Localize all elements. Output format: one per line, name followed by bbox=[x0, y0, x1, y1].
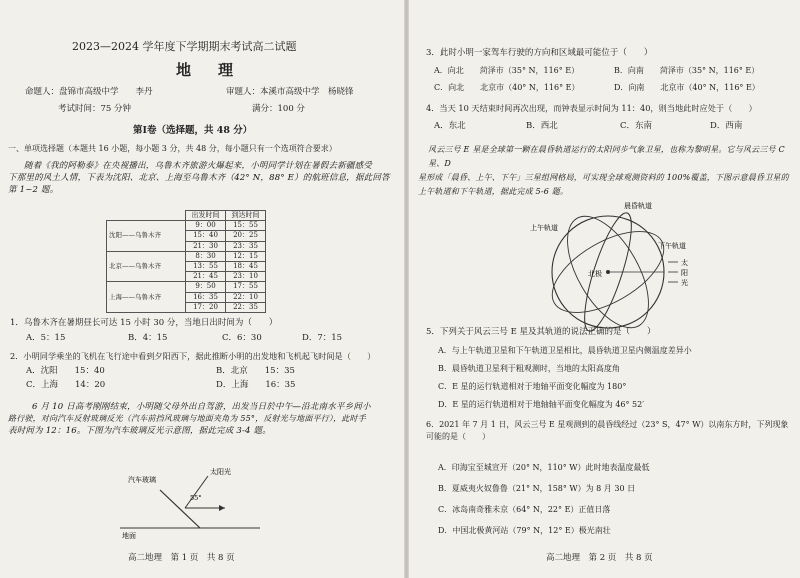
q1-option-b: B．4：15 bbox=[128, 333, 168, 343]
passage-2-line: 6 月 10 日高考刚刚结束，小明随父母外出自驾游，出发当日於中午—沿北南水平乡间小 bbox=[32, 402, 371, 412]
glass-reflection-diagram bbox=[120, 470, 260, 540]
q2-option-d: D．上海 16：35 bbox=[216, 380, 296, 390]
q3-option-b: B．向南 菏泽市（35° N，116° E） bbox=[614, 66, 760, 75]
passage-3 bbox=[418, 143, 798, 199]
question-2: 2．小明同学乘坐的飞机在飞行途中看到夕阳西下，据此推断小明的出发地和飞机起飞时间是（ ） bbox=[10, 351, 376, 361]
full-score: 满分：100 分 bbox=[252, 104, 305, 114]
fig2-label-dawn-dusk: 晨昏轨道 bbox=[624, 202, 652, 210]
q4-option-d: D．西南 bbox=[710, 121, 743, 131]
route-label: 沈阳——乌鲁木齐 bbox=[107, 221, 186, 252]
table-header-row bbox=[107, 211, 266, 221]
fig1-label-angle: 55° bbox=[190, 494, 202, 502]
page-2 bbox=[408, 0, 800, 578]
question-6: 6．2021 年 7 月 1 日，风云三号 E 星观测到的晨昏线经过（23° S，47° W）以南东方时，下列现象可能的是（ ） bbox=[426, 420, 789, 441]
q6-option-b: B．夏威夷火奴鲁鲁（21° N，158° W）为 8 月 30 日 bbox=[438, 484, 636, 493]
route-label: 上海——乌鲁木齐 bbox=[107, 282, 186, 313]
question-4: 4．当天 10 天结束时间再次出现，而钟表显示时间为 11：40，则当地此时应处于（ ） bbox=[426, 103, 757, 113]
fig2-label-sun-3: 光 bbox=[681, 279, 688, 287]
table-cell: 13：55 bbox=[186, 261, 226, 271]
q3-option-a: A．向北 菏泽市（35° N，116° E） bbox=[434, 66, 580, 75]
fig2-label-morning: 上午轨道 bbox=[530, 224, 558, 232]
passage-2 bbox=[8, 401, 400, 437]
route-label: 北京——乌鲁木齐 bbox=[107, 251, 186, 282]
table-cell: 9：00 bbox=[186, 221, 226, 231]
passage-2-line: 表时间为 12：16。下图为汽车玻璃反光示意图，据此完成 3-4 题。 bbox=[8, 426, 271, 436]
table-cell: 20：25 bbox=[226, 231, 266, 241]
instructions: 一、单项选择题（本题共 16 小题，每小题 3 分，共 48 分，每小题只有一个选项符合要求） bbox=[8, 144, 337, 153]
table-cell: 21：30 bbox=[186, 241, 226, 251]
question-1: 1．乌鲁木齐在暑期昼长可达 15 小时 30 分，当地日出时间为（ ） bbox=[10, 318, 278, 328]
fig2-label-sun-1: 太 bbox=[681, 259, 688, 267]
table-cell: 12：15 bbox=[226, 251, 266, 261]
table-cell: 23：35 bbox=[226, 241, 266, 251]
table-cell: 9：50 bbox=[186, 282, 226, 292]
reviewer: 审题人：本溪市高级中学 杨晓锋 bbox=[226, 87, 354, 97]
reflected-arrow bbox=[219, 505, 225, 511]
exam-title: 2023—2024 学年度下学期期末考试高二试题 bbox=[72, 40, 297, 53]
north-pole-dot bbox=[606, 270, 610, 274]
q4-option-b: B．西北 bbox=[526, 121, 558, 131]
setter: 命题人：盘锦市高级中学 李丹 bbox=[25, 87, 153, 97]
q5-option-c: C．E 星的运行轨道相对于地轴平面变化幅度为 180° bbox=[438, 382, 627, 391]
subject-title: 地 理 bbox=[176, 61, 240, 79]
q4-option-c: C．东南 bbox=[620, 121, 653, 131]
table-cell: 22：10 bbox=[226, 292, 266, 302]
q2-option-a: A．沈阳 15：40 bbox=[26, 366, 105, 376]
flight-table bbox=[106, 210, 266, 313]
table-cell: 21：45 bbox=[186, 272, 226, 282]
passage-3-line: 风云三号 E 星是全球第一颗在晨昏轨道运行的太阳同步气象卫星，也称为黎明星。它与风云三号 C 星、D bbox=[428, 145, 785, 168]
exam-time: 考试时间：75 分钟 bbox=[58, 104, 132, 114]
table-cell: 17：20 bbox=[186, 302, 226, 312]
table-cell: 18：45 bbox=[226, 261, 266, 271]
table-cell: 8：30 bbox=[186, 251, 226, 261]
q5-option-a: A．与上午轨道卫星和下午轨道卫星相比，晨昏轨道卫星内侧温度差异小 bbox=[438, 346, 692, 355]
table-cell: 15：40 bbox=[186, 231, 226, 241]
q1-option-d: D．7：15 bbox=[302, 333, 343, 343]
q1-option-c: C．6：30 bbox=[222, 333, 262, 343]
q6-option-a: A．印海宝至城宣开（20° N，110° W）此时地表温度最低 bbox=[438, 463, 650, 472]
satellite-orbit-diagram bbox=[528, 200, 708, 320]
passage-3-line: 星形成「晨昏、上午、下午」三星组网格局，可实现全球观测资料的 100%覆盖，下图示意晨昏卫星的 bbox=[418, 173, 789, 182]
table-header: 到达时间 bbox=[226, 211, 266, 221]
passage-1-line: 第 1~2 题。 bbox=[8, 185, 59, 195]
fig1-label-ground: 地面 bbox=[122, 532, 136, 540]
passage-2-line: 路行驶，对向汽车反射玻璃反光（汽车前挡风玻璃与地面夹角为 55°，反射光与地面平行），此时手 bbox=[8, 414, 366, 423]
table-header: 出发时间 bbox=[186, 211, 226, 221]
q6-option-d: D．中国北极黄河站（79° N，12° E）极光南壮 bbox=[438, 526, 611, 535]
q3-option-c: C．向北 北京市（40° N，116° E） bbox=[434, 83, 580, 92]
table-cell: 16：35 bbox=[186, 292, 226, 302]
table-row bbox=[107, 251, 266, 261]
passage-1-line: 随着《我的阿勒泰》在央视播出，乌鲁木齐旅游火爆起来，小明同学计划在暑假去新疆感受 bbox=[24, 161, 373, 171]
table-row bbox=[107, 282, 266, 292]
page-footer: 高二地理 第 1 页 共 8 页 bbox=[128, 553, 235, 563]
table-cell: 17：55 bbox=[226, 282, 266, 292]
q4-option-a: A．东北 bbox=[434, 121, 466, 131]
fig2-label-north-pole: 北极 bbox=[588, 270, 602, 278]
question-3: 3．此时小明一家驾车行驶的方向和区域最可能位于（ ） bbox=[426, 48, 653, 58]
page-footer: 高二地理 第 2 页 共 8 页 bbox=[546, 553, 653, 563]
q3-option-d: D．向南 北京市（40° N，116° E） bbox=[614, 83, 760, 92]
fig2-label-sun-2: 阳 bbox=[681, 269, 688, 277]
q1-option-a: A．5：15 bbox=[26, 333, 66, 343]
table-cell: 22：35 bbox=[226, 302, 266, 312]
question-5: 5．下列关于风云三号 E 星及其轨道的说法正确的是（ ） bbox=[426, 327, 656, 337]
table-cell: 15：55 bbox=[226, 221, 266, 231]
passage-3-line: 上午轨道和下午轨道，据此完成 5-6 题。 bbox=[418, 187, 569, 196]
table-cell: 23：10 bbox=[226, 272, 266, 282]
q2-option-b: B．北京 15：35 bbox=[216, 366, 295, 376]
fig1-label-glass: 汽车玻璃 bbox=[128, 476, 156, 484]
passage-1 bbox=[8, 160, 396, 196]
fig2-label-afternoon: 下午轨道 bbox=[658, 242, 686, 250]
q5-option-d: D．E 星的运行轨道相对于地轴轴平面变化幅度为 46° 52′ bbox=[438, 400, 645, 409]
q5-option-b: B．晨昏轨道卫星利于粗观测时，当地的太阳高度角 bbox=[438, 364, 620, 373]
passage-1-line: 下那里的风土人情，下表为沈阳、北京、上海至乌鲁木齐（42° N，88° E）的航班信息，据此回答 bbox=[8, 173, 390, 183]
sunlight-ray bbox=[185, 476, 208, 508]
section-heading: 第Ⅰ卷（选择题，共 48 分） bbox=[133, 125, 253, 136]
q6-option-c: C．冰岛南奇雅未京（64° N，22° E）正值日落 bbox=[438, 505, 611, 514]
fig1-label-sun: 太阳光 bbox=[210, 468, 231, 476]
q2-option-c: C．上海 14：20 bbox=[26, 380, 106, 390]
table-row bbox=[107, 221, 266, 231]
